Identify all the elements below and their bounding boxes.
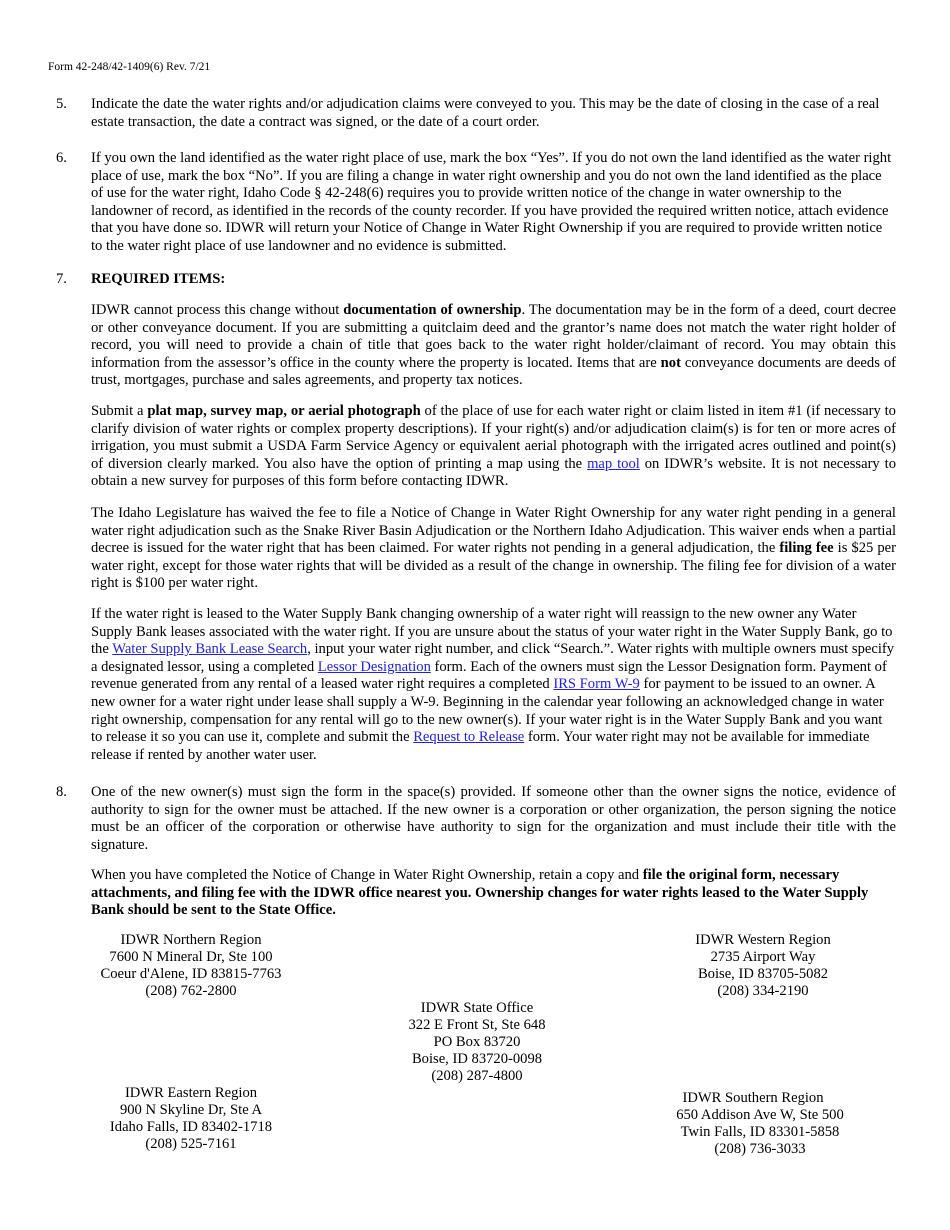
bold-filing-fee: filing fee <box>779 540 834 557</box>
office-street: 650 Addison Ave W, Ste 500 <box>676 1107 844 1123</box>
instruction-item-6 <box>56 150 896 256</box>
water-supply-bank-paragraph: If the water right is leased to the Water Supply Bank changing ownership of a water right will reassign to the new owner any Water Supply Bank leases associated with the water right. If you are unsure about the status of your water right in the Water Supply Bank, go to the Water Supply Bank Lease Search, input your water right number, and click “Search.”. Water rights with multiple owners must specify a designated lessor, using a completed Lessor Designation form. Each of the owners must sign the Lessor Designation form. Payment of revenue generated from any rental of a leased water right requires a completed IRS Form W-9 for payment to be issued to an owner. A new owner for a water right under lease shall supply a W-9. Beginning in the calendar year following an acknowledged change in water right ownership, compensation for any rental will go to the new owner(s). If your water right is in the Water Supply Bank and you want to release it so you can use it, complete and submit the Request to Release form. Your water right may not be available for immediate release if rented by another water user. <box>91 606 895 763</box>
office-name: IDWR Western Region <box>695 932 831 948</box>
office-name: IDWR Eastern Region <box>124 1085 258 1101</box>
map-tool-link[interactable]: map tool <box>587 455 640 472</box>
office-name: IDWR Southern Region <box>682 1090 824 1106</box>
instruction-item-7 <box>56 271 896 289</box>
item-text: If you own the land identified as the water right place of use, mark the box “Yes”. If you do not own the land identified as the water right place of use, mark the box “No”. If you are filing a change in water right ownership and you do not own the land identified as the place of use for the water right, Idaho Code § 42-248(6) requires you to provide written notice of the change in water ownership to the landowner of record, as identified in the records of the county recorder. If you have provided the required written notice, attach evidence that you have done so. IDWR will return your Notice of Change in Water Right Ownership if you are required to provide written notice to the water right place of use landowner and no evidence is submitted. <box>91 150 892 254</box>
office-phone: (208) 525-7161 <box>145 1136 237 1152</box>
item-number: 5. <box>56 96 67 112</box>
office-northern-region <box>96 932 286 1000</box>
item-text: One of the new owner(s) must sign the form in the space(s) provided. If someone other than the owner signs the notice, evidence of authority to sign for the owner must be attached. If the new owner is a corporation or other organization, the person signing the notice must be an officer of the corporation or otherwise have authority to sign for the organization and must include their title with the signature. <box>91 784 896 853</box>
office-street: 7600 N Mineral Dr, Ste 100 <box>109 949 273 965</box>
bold-plat-map: plat map, survey map, or aerial photograph <box>147 403 421 419</box>
item-number: 8. <box>56 784 67 800</box>
lease-search-link[interactable]: Water Supply Bank Lease Search <box>112 641 308 658</box>
bold-documentation-of-ownership: documentation of ownership <box>343 302 522 318</box>
office-phone: (208) 334-2190 <box>717 983 809 999</box>
irs-form-w9-link[interactable]: IRS Form W-9 <box>553 676 640 693</box>
office-phone: (208) 762-2800 <box>145 983 237 999</box>
office-city: Boise, ID 83705-5082 <box>697 966 829 982</box>
office-southern-region <box>660 1090 860 1158</box>
office-city: Twin Falls, ID 83301-5858 <box>680 1124 840 1140</box>
filing-instructions: When you have completed the Notice of Change in Water Right Ownership, retain a copy and file the original form, necessary attachments, and filing fee with the IDWR office nearest you. Ownership changes for water rights leased to the Water Supply Bank should be sent to the State Office. <box>91 867 869 919</box>
office-city: Boise, ID 83720-0098 <box>411 1051 543 1067</box>
office-street: 2735 Airport Way <box>710 949 816 965</box>
office-western-region <box>668 932 858 1000</box>
item-number: 6. <box>56 150 67 166</box>
lessor-designation-link[interactable]: Lessor Designation <box>317 658 431 675</box>
section-heading: REQUIRED ITEMS: <box>91 271 226 287</box>
office-phone: (208) 287-4800 <box>431 1068 523 1084</box>
request-to-release-link[interactable]: Request to Release <box>413 729 525 746</box>
office-name: IDWR State Office <box>420 1000 534 1016</box>
office-pobox: PO Box 83720 <box>433 1034 521 1050</box>
office-eastern-region <box>96 1085 286 1153</box>
map-paragraph: Submit a plat map, survey map, or aerial photograph of the place of use for each water right or claim listed in item #1 (if necessary to clarify division of water rights or complex property descriptions). If your right(s) and/or adjudication claim(s) is for ten or more acres of irrigation, you must submit a USDA Farm Service Agency or equivalent aerial photograph with the irrigated acres outlined and point(s) of diversion clearly marked. You also have the option of printing a map using the map tool on IDWR’s website. It is not necessary to obtain a new survey for purposes of this form before contacting IDWR. <box>91 403 896 490</box>
bold-not: not <box>660 354 681 371</box>
filing-fee-paragraph: The Idaho Legislature has waived the fee to file a Notice of Change in Water Right Ownership for any water right pending in a general water right adjudication such as the Snake River Basin Adjudication or the Northern Idaho Adjudication. This waiver ends when a partial decree is issued for the water right that has been claimed. For water rights not pending in a general adjudication, the filing fee is $25 per water right, except for those water rights that will be divided as a result of the change in ownership. The filing fee for division of a water right is $100 per water right. <box>91 505 896 592</box>
item-number: 7. <box>56 271 67 287</box>
office-city: Coeur d'Alene, ID 83815-7763 <box>100 966 282 982</box>
item-text: Indicate the date the water rights and/or adjudication claims were conveyed to you. This may be the date of closing in the case of a real estate transaction, the date a contract was signed, or the date of a court order. <box>91 96 880 130</box>
office-name: IDWR Northern Region <box>120 932 262 948</box>
office-street: 900 N Skyline Dr, Ste A <box>119 1102 263 1118</box>
bold-filing-instructions: file the original form, necessary attachments, and filing fee with the IDWR office nearest you. Ownership changes for water rights leased to the Water Supply Bank should be sent to the State Office. <box>91 867 869 919</box>
office-phone: (208) 736-3033 <box>714 1141 806 1157</box>
office-street: 322 E Front St, Ste 648 <box>408 1017 546 1033</box>
instruction-item-5 <box>56 96 896 131</box>
instruction-item-8 <box>56 784 896 854</box>
form-identifier: Form 42-248/42-1409(6) Rev. 7/21 <box>48 61 211 73</box>
documentation-paragraph: IDWR cannot process this change without documentation of ownership. The documentation may be in the form of a deed, court decree or other conveyance document. If you are submitting a quitclaim deed and the grantor’s name does not match the water right holder of record, you will need to provide a chain of title that goes back to the water right holder/claimant of record. You may obtain this information from the assessor’s office in the county where the property is located. Items that are not conveyance documents are deeds of trust, mortgages, purchase and sales agreements, and property tax notices. <box>91 302 897 389</box>
office-city: Idaho Falls, ID 83402-1718 <box>109 1119 273 1135</box>
office-state <box>382 1000 572 1085</box>
